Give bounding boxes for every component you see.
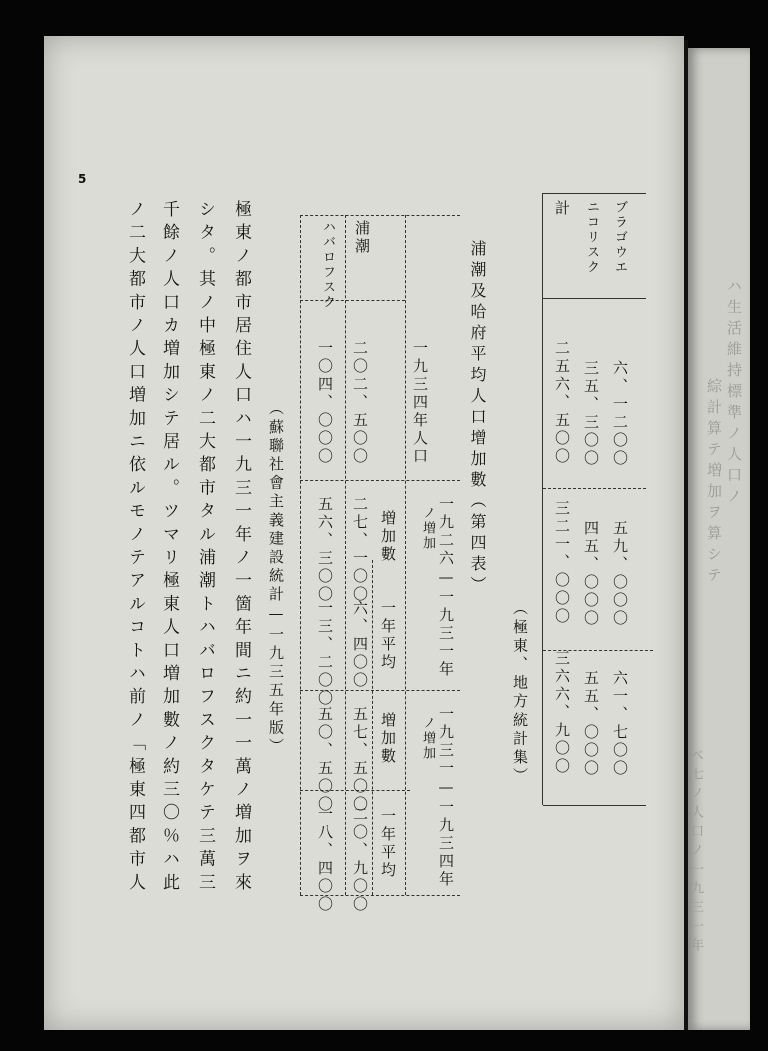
- table2-cell: 五六、三〇〇: [316, 496, 334, 604]
- table1-bottom-rule: [543, 805, 646, 806]
- table1-cell: 三二一、〇〇〇: [553, 500, 571, 626]
- table2-cell: 一三、二〇〇: [316, 600, 334, 708]
- table1-cell: 六一、七〇〇: [611, 670, 629, 778]
- table2-title: 浦潮及哈府平均人口增加數（第四表）: [468, 240, 487, 597]
- table2-sub-inc-1: 増加數: [379, 510, 397, 564]
- table2-header-period1-sub: ノ増加: [420, 506, 435, 551]
- table1-cell: 六、一二〇〇: [611, 360, 629, 468]
- citation: （蘇聯社會主義建設統計—一九三五年版）: [267, 400, 285, 757]
- table2-cell: 五〇、五〇〇: [316, 706, 334, 814]
- table1-cell: 三六六、九〇〇: [553, 650, 571, 776]
- table2-cell: 二〇、九〇〇: [351, 806, 369, 914]
- paragraph-line-1: 極東ノ都市居住人口ハ一九三一年ノ一箇年間ニ約一一萬ノ増加ヲ來: [231, 200, 251, 896]
- table1-top-rule: [543, 193, 646, 194]
- table1-cell: 三五、三〇〇: [582, 360, 600, 468]
- table1-row-label-1: ブラゴウエ: [612, 200, 627, 275]
- table2-sub-avg-1: 一年平均: [379, 600, 397, 672]
- bleed-text-3: べ七ノ人口ノ一九三一年: [688, 748, 703, 957]
- table2-sub-rule: [372, 560, 373, 895]
- table2-top-rule: [300, 215, 460, 216]
- paragraph-line-3: 千餘ノ人口カ増加シテ居ル。ツマリ極東人口増加數ノ約三〇％ハ此: [159, 200, 179, 896]
- table2-cell: 六、四〇〇: [351, 600, 369, 690]
- table2-left-rule: [300, 215, 301, 895]
- next-page-edge: [688, 48, 750, 1030]
- table1-cell: 五九、〇〇〇: [611, 520, 629, 628]
- page-number: 5: [78, 172, 87, 186]
- table1-cell: 二五六、五〇〇: [553, 340, 571, 466]
- table1-source: （極東、地方統計集）: [511, 600, 529, 786]
- table1-header-rule: [543, 298, 646, 299]
- table1-left-rule: [542, 193, 543, 805]
- table1-cell: 四五、〇〇〇: [582, 520, 600, 628]
- table2-header-pop: 一九三四年人口: [411, 340, 429, 466]
- table2-cell: 二〇二、五〇〇: [351, 340, 369, 466]
- table2-col-rule-1: [300, 480, 460, 481]
- table1-row-label-3: 計: [553, 200, 571, 218]
- table2-header-period2-sub: ノ増加: [420, 716, 435, 761]
- table2-cell: 一八、四〇〇: [316, 806, 334, 914]
- bleed-text-2: 綜計算テ増加ヲ算シテ: [705, 378, 723, 588]
- table2-row-rule: [345, 215, 346, 895]
- table2-cell: 五七、五〇〇: [351, 706, 369, 814]
- table1-col-rule-1: [543, 488, 646, 489]
- table2-stub-rule: [300, 300, 405, 301]
- table2-header-rule: [405, 215, 406, 895]
- table1-cell: 五五、〇〇〇: [582, 670, 600, 778]
- table2-row-label-1: 浦潮: [353, 220, 371, 256]
- table2-row-label-2: ハバロフスク: [320, 220, 335, 310]
- table2-header-period1: 一九二六—一九三一年: [437, 496, 455, 679]
- table2-cell: 二七、一〇〇: [351, 496, 369, 604]
- paragraph-line-4: ノ二大都市ノ人口増加ニ依ルモノテアルコトハ前ノ「極東四都市人: [125, 200, 145, 896]
- table2-sub-avg-2: 一年平均: [379, 808, 397, 880]
- table2-header-period2: 一九三一—一九三四年: [437, 706, 455, 889]
- paragraph-line-2: シタ。其ノ中極東ノ二大都市タル浦潮トハバロフスクタケテ三萬三: [195, 200, 215, 896]
- table2-sub-inc-2: 増加數: [379, 712, 397, 766]
- bleed-text-1: ハ生活維持標準ノ人口ノ: [725, 278, 743, 509]
- table1-row-label-2: ニコリスク: [584, 200, 599, 275]
- table2-cell: 一〇四、〇〇〇: [316, 340, 334, 466]
